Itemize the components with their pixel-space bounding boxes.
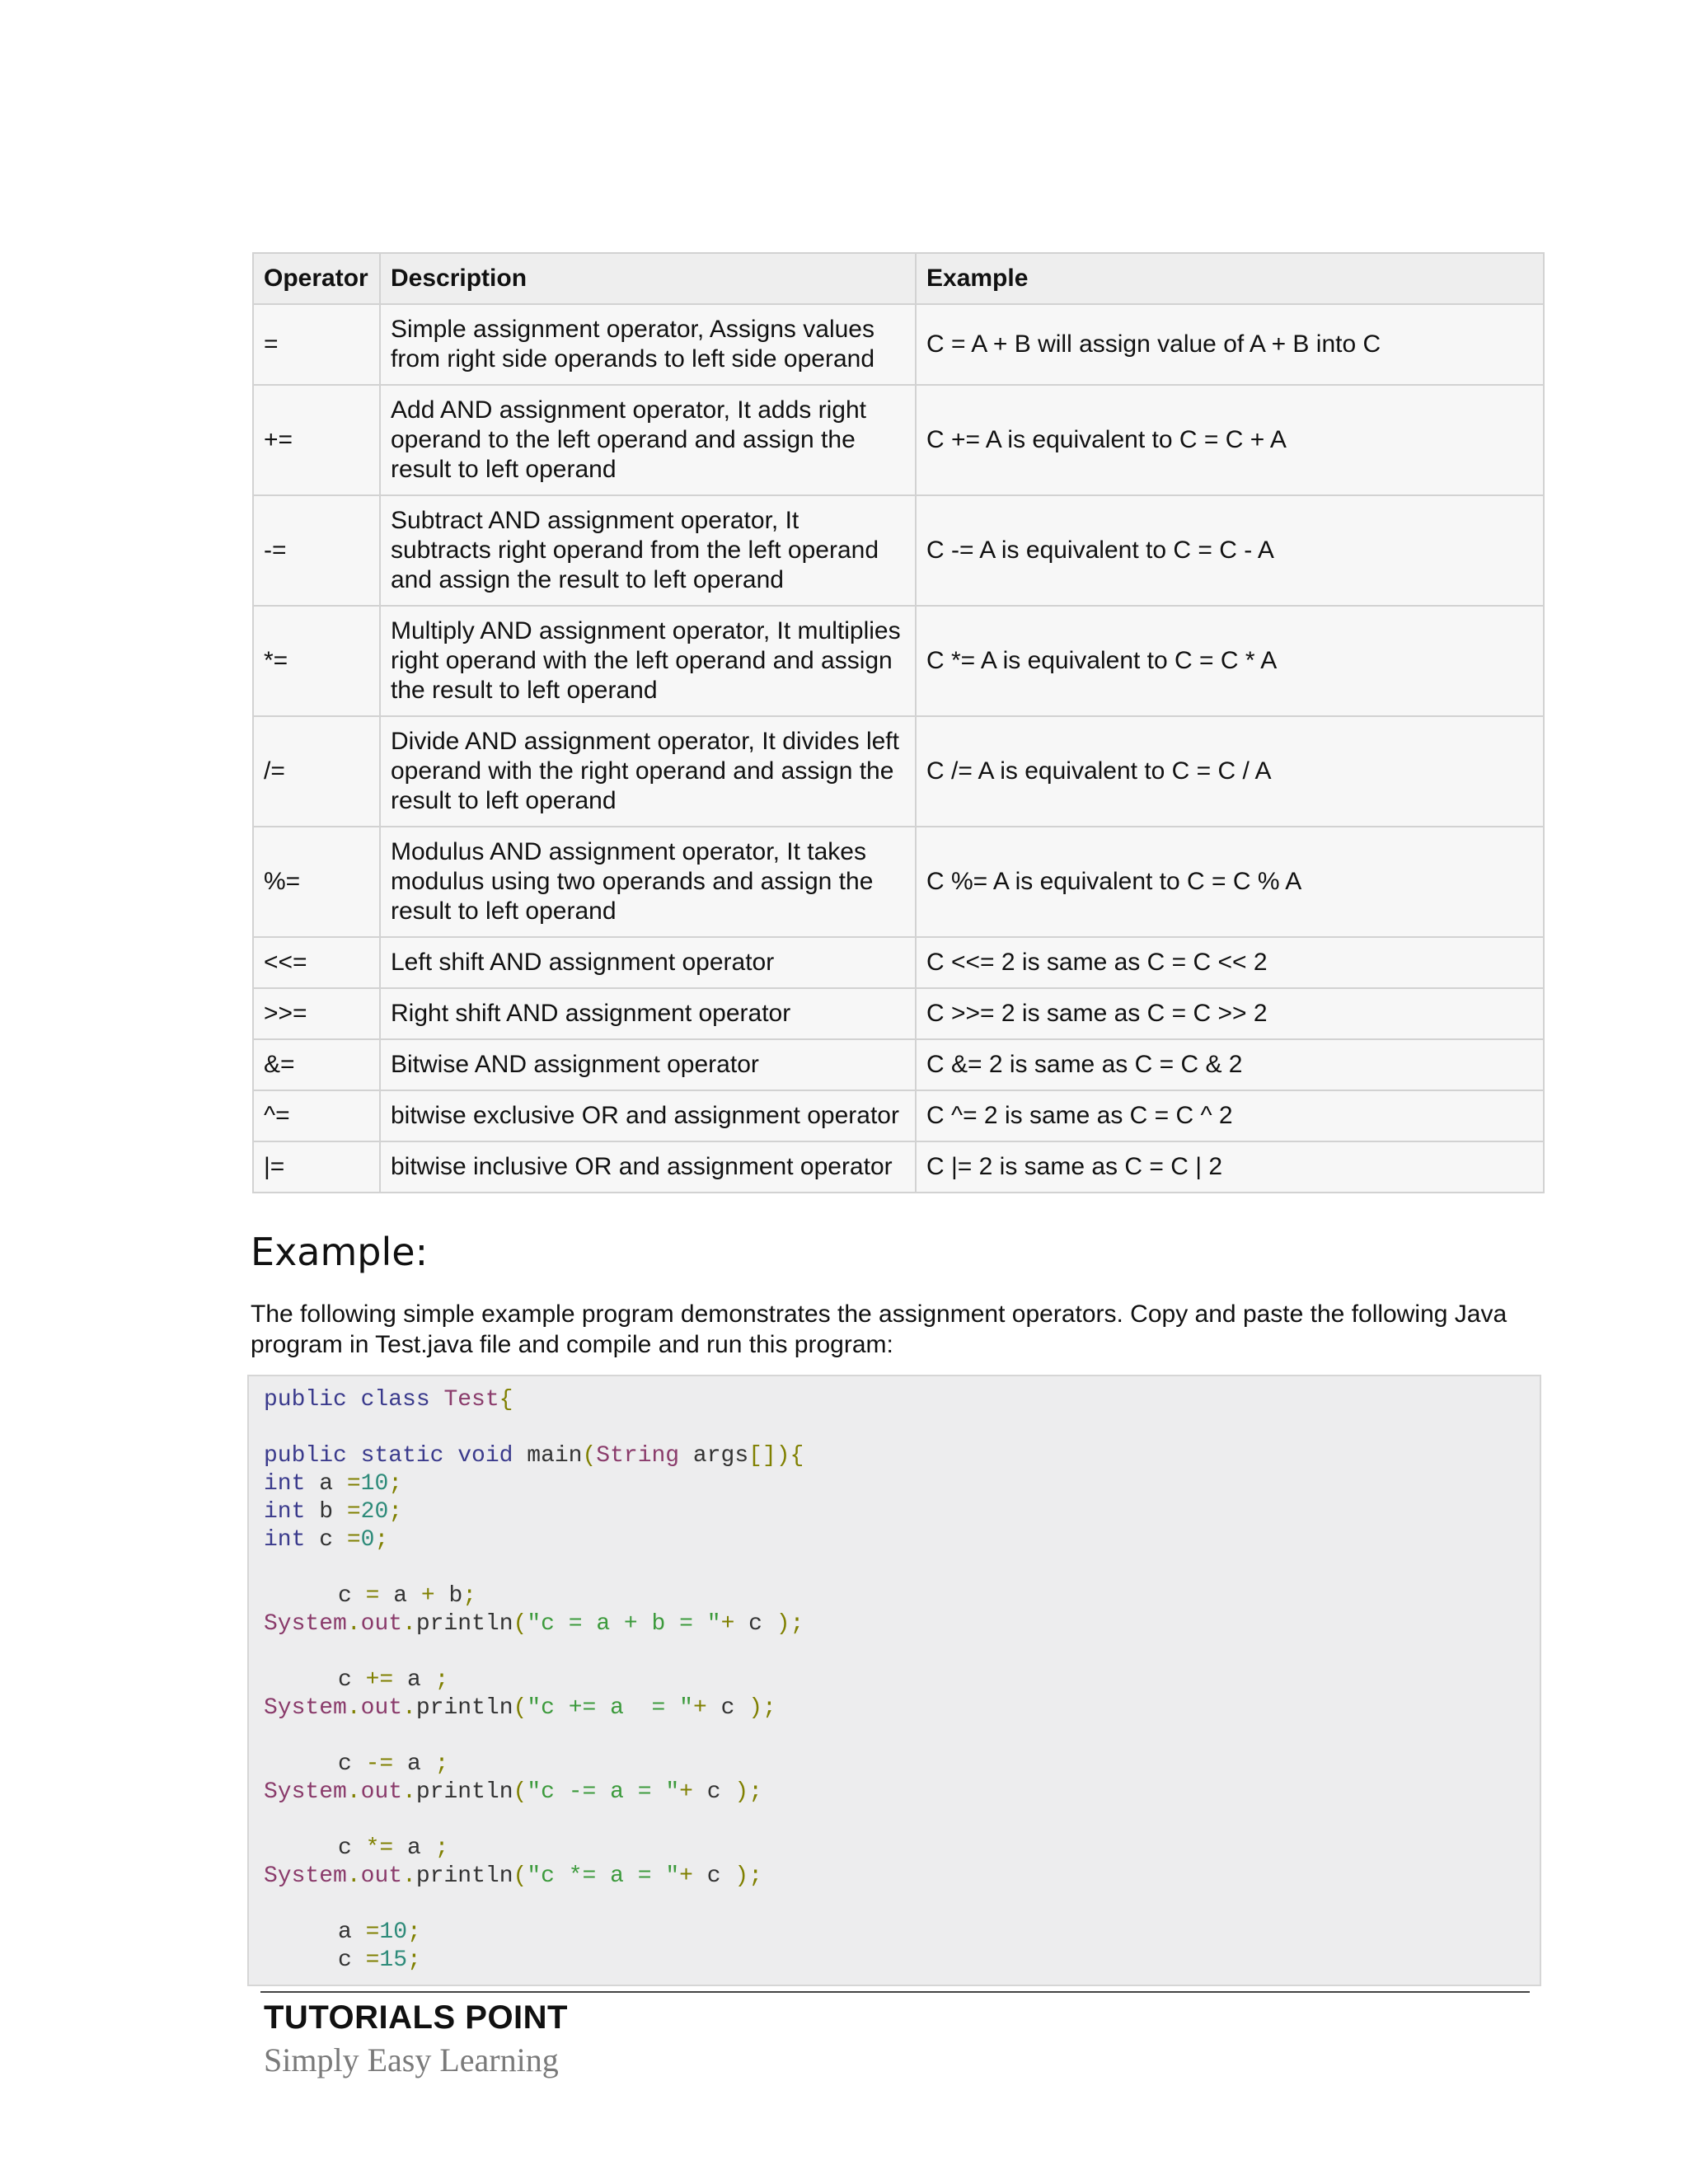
example-cell: C %= A is equivalent to C = C % A <box>916 827 1544 937</box>
code-line-blank <box>264 1638 1525 1666</box>
table-row <box>253 385 1544 495</box>
code-line: int a =10; <box>264 1471 403 1497</box>
example-cell: C <<= 2 is same as C = C << 2 <box>916 937 1544 988</box>
assignment-operators-table <box>252 252 1545 1193</box>
description-cell: Multiply AND assignment operator, It multiplies right operand with the left operand and assign the result to left operand <box>380 606 916 716</box>
operator-cell: += <box>253 385 380 495</box>
code-line: c *= a ; <box>338 1835 449 1861</box>
description-cell: Subtract AND assignment operator, It subtracts right operand from the left operand and assign the result to left operand <box>380 495 916 606</box>
table-row <box>253 716 1544 827</box>
code-line: System.out.println("c -= a = "+ c ); <box>264 1779 762 1805</box>
description-cell: Right shift AND assignment operator <box>380 988 916 1039</box>
code-line-blank <box>264 1722 1525 1750</box>
example-heading: Example: <box>251 1230 429 1274</box>
operator-cell: |= <box>253 1141 380 1193</box>
table-header-row <box>253 253 1544 304</box>
example-cell: C |= 2 is same as C = C | 2 <box>916 1141 1544 1193</box>
example-cell: C *= A is equivalent to C = C * A <box>916 606 1544 716</box>
table-row <box>253 606 1544 716</box>
description-cell: Simple assignment operator, Assigns values from right side operands to left side operand <box>380 304 916 385</box>
code-line: c =15; <box>338 1947 421 1973</box>
description-cell: bitwise exclusive OR and assignment operator <box>380 1090 916 1141</box>
code-line: public class Test{ <box>264 1387 513 1413</box>
operator-cell: /= <box>253 716 380 827</box>
table-row <box>253 304 1544 385</box>
footer-tagline: Simply Easy Learning <box>264 2041 559 2079</box>
operator-cell: &= <box>253 1039 380 1090</box>
example-cell: C &= 2 is same as C = C & 2 <box>916 1039 1544 1090</box>
example-cell: C += A is equivalent to C = C + A <box>916 385 1544 495</box>
operator-cell: >>= <box>253 988 380 1039</box>
table-row <box>253 988 1544 1039</box>
code-line-blank <box>264 1891 1525 1919</box>
description-cell: Add AND assignment operator, It adds right operand to the left operand and assign the result to left operand <box>380 385 916 495</box>
code-line: System.out.println("c *= a = "+ c ); <box>264 1863 762 1889</box>
table-row <box>253 937 1544 988</box>
code-line: c -= a ; <box>338 1751 449 1777</box>
example-cell: C >>= 2 is same as C = C >> 2 <box>916 988 1544 1039</box>
code-line: a =10; <box>338 1919 421 1945</box>
code-line: int b =20; <box>264 1499 403 1525</box>
description-cell: Left shift AND assignment operator <box>380 937 916 988</box>
operator-cell: *= <box>253 606 380 716</box>
footer-brand: TUTORIALS POINT <box>264 1999 568 2036</box>
table-row <box>253 1141 1544 1193</box>
example-cell: C /= A is equivalent to C = C / A <box>916 716 1544 827</box>
operator-cell: -= <box>253 495 380 606</box>
table-row <box>253 1090 1544 1141</box>
code-line: public static void main(String args[]){ <box>264 1443 804 1469</box>
column-header-example: Example <box>916 253 1544 304</box>
example-cell: C -= A is equivalent to C = C - A <box>916 495 1544 606</box>
table-row <box>253 827 1544 937</box>
description-cell: Divide AND assignment operator, It divides left operand with the right operand and assign the result to left operand <box>380 716 916 827</box>
example-intro-paragraph: The following simple example program demonstrates the assignment operators. Copy and paste the following Java program in Test.java file and compile and run this program: <box>251 1301 1507 1358</box>
footer-divider <box>260 1991 1530 1993</box>
code-line-blank <box>264 1554 1525 1582</box>
operator-cell: ^= <box>253 1090 380 1141</box>
column-header-description: Description <box>380 253 916 304</box>
code-line: c += a ; <box>338 1667 449 1693</box>
code-line: c = a + b; <box>338 1583 477 1609</box>
code-line-blank <box>264 1414 1525 1442</box>
code-block <box>247 1375 1541 1986</box>
code-line: int c =0; <box>264 1527 389 1553</box>
operator-cell: %= <box>253 827 380 937</box>
column-header-operator: Operator <box>253 253 380 304</box>
code-line-blank <box>264 1807 1525 1835</box>
example-cell: C ^= 2 is same as C = C ^ 2 <box>916 1090 1544 1141</box>
description-cell: Bitwise AND assignment operator <box>380 1039 916 1090</box>
operator-cell: = <box>253 304 380 385</box>
code-line: System.out.println("c += a = "+ c ); <box>264 1695 776 1721</box>
description-cell: Modulus AND assignment operator, It takes modulus using two operands and assign the result to left operand <box>380 827 916 937</box>
example-cell: C = A + B will assign value of A + B into C <box>916 304 1544 385</box>
operator-cell: <<= <box>253 937 380 988</box>
table-row <box>253 1039 1544 1090</box>
description-cell: bitwise inclusive OR and assignment operator <box>380 1141 916 1193</box>
code-line: System.out.println("c = a + b = "+ c ); <box>264 1611 804 1637</box>
table-row <box>253 495 1544 606</box>
